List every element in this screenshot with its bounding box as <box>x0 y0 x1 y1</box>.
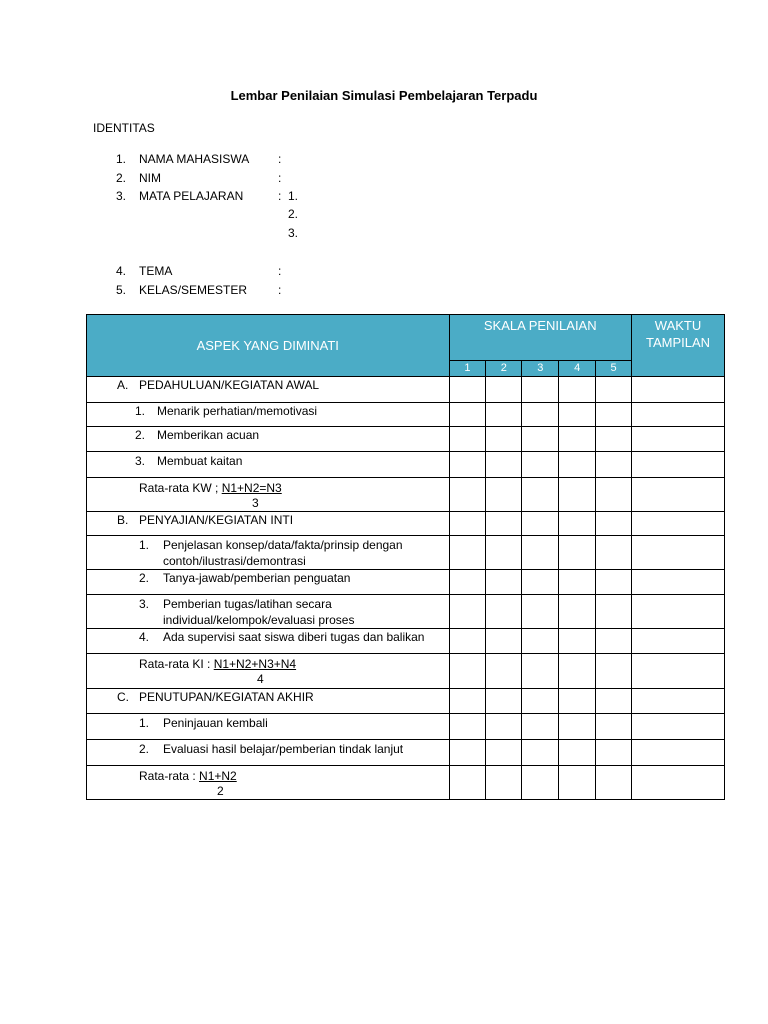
time-cell[interactable] <box>632 766 725 800</box>
item-number: 2. <box>139 742 150 756</box>
section-row <box>87 377 725 403</box>
item-number: 4. <box>139 630 150 644</box>
score-cell[interactable] <box>486 570 522 595</box>
score-cell[interactable] <box>449 478 486 512</box>
score-cell[interactable] <box>449 766 486 800</box>
section-title: PENYAJIAN/KEGIATAN INTI <box>139 513 294 527</box>
score-cell[interactable] <box>486 403 522 427</box>
score-cell[interactable] <box>596 629 632 654</box>
item-number: 1. <box>139 716 150 730</box>
time-cell[interactable] <box>632 478 725 512</box>
score-cell[interactable] <box>522 377 559 403</box>
score-cell[interactable] <box>522 403 559 427</box>
item-number: 1. <box>135 404 146 418</box>
item-text: Ada supervisi saat siswa diberi tugas dan balikan <box>163 630 425 644</box>
average-cell <box>87 478 450 512</box>
time-cell[interactable] <box>632 512 725 536</box>
identity-value[interactable]: 1. <box>288 189 299 203</box>
score-cell[interactable] <box>486 766 522 800</box>
section-title-cell <box>87 377 450 403</box>
score-cell[interactable] <box>449 452 486 478</box>
score-cell[interactable] <box>596 689 632 714</box>
score-cell[interactable] <box>449 536 486 570</box>
score-cell[interactable] <box>559 654 596 689</box>
section-letter: C. <box>117 690 129 704</box>
score-cell[interactable] <box>449 570 486 595</box>
score-cell[interactable] <box>449 714 486 740</box>
average-row <box>87 654 725 689</box>
average-cell <box>87 766 450 800</box>
item-cell <box>87 740 450 766</box>
average-label: Rata-rata : <box>139 769 200 783</box>
score-cell[interactable] <box>596 654 632 689</box>
score-cell[interactable] <box>596 595 632 629</box>
average-cell <box>87 654 450 689</box>
average-row <box>87 478 725 512</box>
time-cell[interactable] <box>632 427 725 452</box>
section-title-cell <box>87 512 450 536</box>
score-cell[interactable] <box>449 689 486 714</box>
identity-colon: : <box>278 264 282 278</box>
table-row <box>87 714 725 740</box>
identity-colon: : <box>278 283 282 297</box>
table-row <box>87 427 725 452</box>
score-cell[interactable] <box>596 403 632 427</box>
average-label: Rata-rata KI : <box>139 657 214 671</box>
score-cell[interactable] <box>596 377 632 403</box>
score-cell[interactable] <box>486 740 522 766</box>
identity-label: NIM <box>139 171 161 185</box>
time-cell[interactable] <box>632 452 725 478</box>
section-title: PEDAHULUAN/KEGIATAN AWAL <box>139 378 320 392</box>
score-cell[interactable] <box>596 427 632 452</box>
identity-colon: : <box>278 189 282 203</box>
item-text-cont: contoh/ilustrasi/demontrasi <box>163 554 306 568</box>
identity-label: MATA PELAJARAN <box>139 189 244 203</box>
item-cell <box>87 714 450 740</box>
score-cell[interactable] <box>486 536 522 570</box>
score-cell[interactable] <box>559 403 596 427</box>
average-formula: N1+N2 <box>199 769 237 783</box>
score-cell[interactable] <box>559 689 596 714</box>
score-cell[interactable] <box>522 478 559 512</box>
score-cell[interactable] <box>522 766 559 800</box>
scale-header: 3 <box>522 361 559 377</box>
score-cell[interactable] <box>486 714 522 740</box>
identity-label: NAMA MAHASISWA <box>139 152 250 166</box>
average-label: Rata-rata KW ; <box>139 481 222 495</box>
score-cell[interactable] <box>449 629 486 654</box>
item-text: Memberikan acuan <box>157 428 260 442</box>
section-row <box>87 512 725 536</box>
identity-colon: : <box>278 171 282 185</box>
section-title: PENUTUPAN/KEGIATAN AKHIR <box>139 690 314 704</box>
score-cell[interactable] <box>559 536 596 570</box>
table-row <box>87 740 725 766</box>
scale-header: 5 <box>596 361 632 377</box>
identity-number: 3. <box>116 189 127 203</box>
scale-header: 2 <box>486 361 522 377</box>
time-cell[interactable] <box>632 740 725 766</box>
time-cell[interactable] <box>632 403 725 427</box>
score-cell[interactable] <box>559 512 596 536</box>
score-cell[interactable] <box>596 766 632 800</box>
table-row <box>87 629 725 654</box>
score-cell[interactable] <box>559 427 596 452</box>
table-row <box>87 570 725 595</box>
table-row <box>87 403 725 427</box>
score-cell[interactable] <box>522 740 559 766</box>
score-cell[interactable] <box>522 570 559 595</box>
score-cell[interactable] <box>596 512 632 536</box>
score-cell[interactable] <box>596 478 632 512</box>
item-number: 3. <box>139 597 150 611</box>
score-cell[interactable] <box>449 377 486 403</box>
item-text: Evaluasi hasil belajar/pemberian tindak lanjut <box>163 742 404 756</box>
score-cell[interactable] <box>596 452 632 478</box>
score-cell[interactable] <box>449 512 486 536</box>
score-cell[interactable] <box>522 689 559 714</box>
time-cell[interactable] <box>632 377 725 403</box>
identitas-heading: IDENTITAS <box>93 121 155 135</box>
score-cell[interactable] <box>522 512 559 536</box>
header-aspek: ASPEK YANG DIMINATI <box>87 315 450 377</box>
score-cell[interactable] <box>522 536 559 570</box>
item-text: Peninjauan kembali <box>163 716 268 730</box>
assessment-table <box>86 314 725 800</box>
score-cell[interactable] <box>559 570 596 595</box>
score-cell[interactable] <box>486 654 522 689</box>
score-cell[interactable] <box>486 427 522 452</box>
average-formula: N1+N2=N3 <box>221 481 282 495</box>
average-denominator: 4 <box>257 672 264 686</box>
score-cell[interactable] <box>486 512 522 536</box>
item-text: Menarik perhatian/memotivasi <box>157 404 318 418</box>
mapel-extra-line[interactable]: 3. <box>288 226 299 240</box>
time-cell[interactable] <box>632 689 725 714</box>
score-cell[interactable] <box>449 595 486 629</box>
table-row <box>87 536 725 570</box>
score-cell[interactable] <box>559 595 596 629</box>
scale-header: 4 <box>559 361 596 377</box>
score-cell[interactable] <box>486 595 522 629</box>
score-cell[interactable] <box>522 595 559 629</box>
item-cell <box>87 595 450 629</box>
score-cell[interactable] <box>559 740 596 766</box>
average-row <box>87 766 725 800</box>
document-title: Lembar Penilaian Simulasi Pembelajaran Terpadu <box>230 88 538 103</box>
score-cell[interactable] <box>449 403 486 427</box>
scale-header: 1 <box>449 361 486 377</box>
identity-label: TEMA <box>139 264 173 278</box>
item-number: 1. <box>139 538 150 552</box>
table-row <box>87 452 725 478</box>
identity-number: 2. <box>116 171 127 185</box>
time-cell[interactable] <box>632 654 725 689</box>
section-letter: B. <box>117 513 129 527</box>
time-cell[interactable] <box>632 714 725 740</box>
score-cell[interactable] <box>449 427 486 452</box>
score-cell[interactable] <box>596 570 632 595</box>
score-cell[interactable] <box>596 740 632 766</box>
score-cell[interactable] <box>559 452 596 478</box>
average-denominator: 2 <box>217 784 224 798</box>
item-cell <box>87 403 450 427</box>
item-cell <box>87 536 450 570</box>
header-waktu-line: TAMPILAN <box>645 335 711 350</box>
identity-number: 1. <box>116 152 127 166</box>
score-cell[interactable] <box>596 536 632 570</box>
time-cell[interactable] <box>632 595 725 629</box>
score-cell[interactable] <box>486 478 522 512</box>
score-cell[interactable] <box>559 478 596 512</box>
score-cell[interactable] <box>559 377 596 403</box>
score-cell[interactable] <box>522 714 559 740</box>
score-cell[interactable] <box>596 714 632 740</box>
time-cell[interactable] <box>632 570 725 595</box>
item-number: 3. <box>135 454 146 468</box>
score-cell[interactable] <box>522 629 559 654</box>
item-cell <box>87 452 450 478</box>
score-cell[interactable] <box>449 654 486 689</box>
score-cell[interactable] <box>486 452 522 478</box>
item-text: Pemberian tugas/latihan secara <box>163 597 332 611</box>
average-formula: N1+N2+N3+N4 <box>213 657 297 671</box>
table-row <box>87 595 725 629</box>
item-number: 2. <box>139 571 150 585</box>
item-number: 2. <box>135 428 146 442</box>
identity-number: 5. <box>116 283 127 297</box>
score-cell[interactable] <box>486 629 522 654</box>
identity-colon: : <box>278 152 282 166</box>
section-letter: A. <box>117 378 129 392</box>
time-cell[interactable] <box>632 629 725 654</box>
score-cell[interactable] <box>522 654 559 689</box>
item-cell <box>87 427 450 452</box>
mapel-extra-line[interactable]: 2. <box>288 207 299 221</box>
identity-number: 4. <box>116 264 127 278</box>
header-skala: SKALA PENILAIAN <box>449 315 632 361</box>
score-cell[interactable] <box>522 427 559 452</box>
time-cell[interactable] <box>632 536 725 570</box>
header-waktu-line: WAKTU <box>654 318 702 333</box>
identity-label: KELAS/SEMESTER <box>139 283 248 297</box>
score-cell[interactable] <box>559 766 596 800</box>
item-text-cont: individual/kelompok/evaluasi proses <box>163 613 355 627</box>
average-denominator: 3 <box>252 496 259 510</box>
score-cell[interactable] <box>449 740 486 766</box>
score-cell[interactable] <box>486 377 522 403</box>
score-cell[interactable] <box>486 689 522 714</box>
header-waktu <box>632 315 725 377</box>
item-text: Tanya-jawab/pemberian penguatan <box>163 571 351 585</box>
item-text: Penjelasan konsep/data/fakta/prinsip dengan <box>163 538 403 552</box>
item-text: Membuat kaitan <box>157 454 243 468</box>
item-cell <box>87 570 450 595</box>
score-cell[interactable] <box>559 714 596 740</box>
item-cell <box>87 629 450 654</box>
section-row <box>87 689 725 714</box>
section-title-cell <box>87 689 450 714</box>
score-cell[interactable] <box>522 452 559 478</box>
score-cell[interactable] <box>559 629 596 654</box>
